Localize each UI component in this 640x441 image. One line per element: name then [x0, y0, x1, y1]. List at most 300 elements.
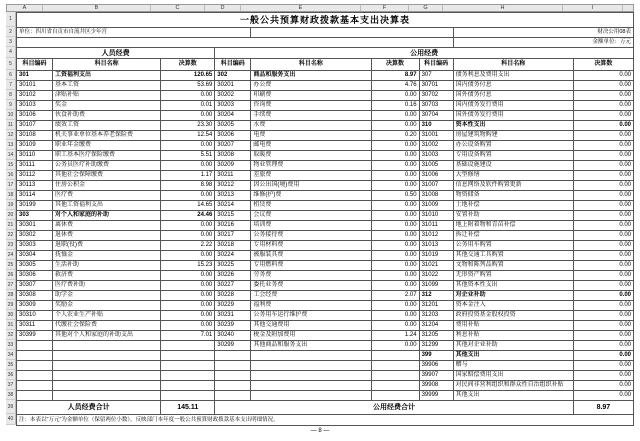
public-name — [251, 351, 371, 361]
personnel-code: 30301 — [17, 221, 53, 231]
public-amount — [371, 361, 419, 371]
row-number[interactable]: 13 — [6, 140, 16, 150]
public-name: 被服装具费 — [251, 251, 371, 261]
public-code: 30204 — [215, 111, 251, 121]
amount-unit-row — [17, 38, 634, 48]
row-number[interactable]: 35 — [6, 360, 16, 370]
public-name: 差旅费 — [251, 171, 371, 181]
personnel-code: 30113 — [17, 181, 53, 191]
public-name-2: 国家赔偿费用支出 — [453, 371, 573, 381]
public-amount: 0.00 — [371, 211, 419, 221]
public-amount: 0.00 — [371, 281, 419, 291]
public-amount: 0.00 — [371, 221, 419, 231]
public-code-2: 31099 — [419, 281, 453, 291]
row-number[interactable]: 2 — [6, 27, 16, 37]
personnel-amount: 2.22 — [161, 241, 215, 251]
public-name: 公务用车运行维护费 — [251, 311, 371, 321]
public-name: 水费 — [251, 121, 371, 131]
table-row — [17, 331, 634, 341]
personnel-name: 住房公积金 — [53, 181, 161, 191]
col-code-3: 科目编码 — [215, 59, 251, 71]
row-number[interactable]: 3 — [6, 37, 16, 47]
personnel-name: 其他对个人和家庭的补助支出 — [53, 331, 161, 341]
public-amount: 0.00 — [371, 91, 419, 101]
public-code: 30217 — [215, 231, 251, 241]
personnel-amount: 15.23 — [161, 261, 215, 271]
column-header-d[interactable]: D — [205, 5, 241, 11]
personnel-code: 30303 — [17, 241, 53, 251]
public-name: 办公费 — [251, 81, 371, 91]
public-amount: 0.00 — [371, 231, 419, 241]
table-row — [17, 211, 634, 221]
row-number[interactable]: 4 — [6, 47, 16, 58]
table-row — [17, 191, 634, 201]
personnel-name — [53, 341, 161, 351]
row-number[interactable]: 23 — [6, 240, 16, 250]
personnel-amount: 14.65 — [161, 201, 215, 211]
personnel-code — [17, 351, 53, 361]
public-name: 会议费 — [251, 211, 371, 221]
row-number[interactable]: 15 — [6, 160, 16, 170]
col-name-7: 科目名称 — [453, 59, 573, 71]
public-name-2: 国内债务付息 — [453, 81, 573, 91]
public-code: 302 — [215, 71, 251, 81]
public-amount: 0.00 — [371, 241, 419, 251]
public-name: 商品和服务支出 — [251, 71, 371, 81]
public-name: 培训费 — [251, 221, 371, 231]
personnel-name: 伙食补助费 — [53, 111, 161, 121]
personnel-name: 个人农业生产补贴 — [53, 311, 161, 321]
public-amount-2: 0.00 — [573, 391, 633, 401]
public-amount-2: 0.00 — [573, 381, 633, 391]
personnel-name: 助学金 — [53, 291, 161, 301]
public-code-2: 399 — [419, 351, 453, 361]
public-amount — [371, 391, 419, 401]
public-code: 30226 — [215, 271, 251, 281]
column-header-e[interactable]: E — [241, 5, 361, 11]
column-header-h[interactable]: H — [443, 5, 563, 11]
table-row — [17, 341, 634, 351]
public-name-2: 办公设备购置 — [453, 141, 573, 151]
public-amount: 0.00 — [371, 181, 419, 191]
public-name: 物业管理费 — [251, 161, 371, 171]
public-name: 工会经费 — [251, 291, 371, 301]
public-code: 30227 — [215, 281, 251, 291]
row-number-gutter[interactable] — [6, 12, 16, 426]
group-public: 公用经费 — [215, 48, 634, 59]
personnel-amount: 24.46 — [161, 211, 215, 221]
public-code-2: 31201 — [419, 301, 453, 311]
personnel-code: 30304 — [17, 251, 53, 261]
row-number[interactable]: 10 — [6, 110, 16, 120]
column-header-a[interactable]: A — [7, 5, 43, 11]
table-note: 注：本表以"万元"为金额单位（保留两位小数），反映部门本年度一般公共预算财政拨款基本支出明细情况。 — [17, 415, 634, 426]
personnel-code: 30305 — [17, 261, 53, 271]
personnel-name: 抚恤金 — [53, 251, 161, 261]
column-header-strip[interactable] — [6, 4, 634, 12]
personnel-amount — [161, 391, 215, 401]
personnel-amount: 0.00 — [161, 191, 215, 201]
personnel-name: 退休费 — [53, 231, 161, 241]
personnel-amount: 0.00 — [161, 111, 215, 121]
public-amount-2: 0.00 — [573, 151, 633, 161]
row-number[interactable]: 31 — [6, 320, 16, 330]
personnel-amount: 0.00 — [161, 321, 215, 331]
row-number[interactable]: 7 — [6, 80, 16, 90]
personnel-total-label: 人员经费合计 — [17, 401, 161, 415]
row-number[interactable]: 34 — [6, 350, 16, 360]
row-number[interactable]: 6 — [6, 70, 16, 80]
row-number[interactable]: 20 — [6, 210, 16, 220]
public-name: 取暖费 — [251, 151, 371, 161]
personnel-code — [17, 341, 53, 351]
public-amount: 8.97 — [371, 71, 419, 81]
personnel-name: 职业年金缴费 — [53, 141, 161, 151]
personnel-name: 救济费 — [53, 271, 161, 281]
public-amount: 0.00 — [371, 261, 419, 271]
public-amount: 0.00 — [371, 201, 419, 211]
personnel-name: 其他工资福利支出 — [53, 201, 161, 211]
public-name — [251, 361, 371, 371]
public-code-2: 31205 — [419, 331, 453, 341]
public-name-2: 对企业补助 — [453, 291, 573, 301]
public-amount-2: 0.00 — [573, 341, 633, 351]
row-number[interactable]: 30 — [6, 310, 16, 320]
public-code: 30214 — [215, 201, 251, 211]
row-number[interactable]: 29 — [6, 300, 16, 310]
personnel-amount — [161, 381, 215, 391]
public-code: 30202 — [215, 91, 251, 101]
public-amount-2: 0.00 — [573, 261, 633, 271]
public-name-2: 费用补贴 — [453, 321, 573, 331]
public-amount — [371, 381, 419, 391]
public-name-2: 国外债务发行费用 — [453, 111, 573, 121]
public-code-2: 30703 — [419, 101, 453, 111]
public-name-2: 拆迁补偿 — [453, 231, 573, 241]
row-number[interactable]: 17 — [6, 180, 16, 190]
public-amount: 0.00 — [371, 111, 419, 121]
public-code: 30231 — [215, 311, 251, 321]
public-name: 手续费 — [251, 111, 371, 121]
public-amount-2: 0.00 — [573, 371, 633, 381]
personnel-name — [53, 371, 161, 381]
personnel-amount — [161, 361, 215, 371]
public-amount-2: 0.00 — [573, 331, 633, 341]
personnel-name: 机关事业单位基本养老保险费 — [53, 131, 161, 141]
spacer-cell-2 — [17, 38, 454, 48]
public-amount-2: 0.00 — [573, 171, 633, 181]
personnel-amount: 0.00 — [161, 271, 215, 281]
public-code: 30240 — [215, 331, 251, 341]
public-name: 公务接待费 — [251, 231, 371, 241]
subheader-row — [17, 28, 634, 38]
amount-unit: 金额单位：万元 — [453, 38, 633, 48]
row-number[interactable]: 18 — [6, 190, 16, 200]
public-total-amount: 8.97 — [573, 401, 633, 415]
public-code — [215, 381, 251, 391]
public-code: 30212 — [215, 181, 251, 191]
public-amount: 0.50 — [371, 191, 419, 201]
personnel-amount: 0.00 — [161, 281, 215, 291]
table-row — [17, 251, 634, 261]
public-name-2: 国外债务付息 — [453, 91, 573, 101]
public-code-2: 307 — [419, 71, 453, 81]
public-amount-2: 0.00 — [573, 241, 633, 251]
row-number[interactable]: 28 — [6, 290, 16, 300]
public-code: 30216 — [215, 221, 251, 231]
public-amount-2: 0.00 — [573, 211, 633, 221]
table-row — [17, 291, 634, 301]
table-row — [17, 91, 634, 101]
public-code-2: 31002 — [419, 141, 453, 151]
column-header-i[interactable]: I — [563, 5, 623, 11]
public-code-2: 31005 — [419, 161, 453, 171]
table-row — [17, 171, 634, 181]
personnel-code: 30310 — [17, 311, 53, 321]
public-name: 电费 — [251, 131, 371, 141]
public-amount-2: 0.00 — [573, 81, 633, 91]
row-number[interactable]: 19 — [6, 200, 16, 210]
personnel-amount: 8.98 — [161, 181, 215, 191]
personnel-amount: 23.30 — [161, 121, 215, 131]
public-code-2: 30704 — [419, 111, 453, 121]
row-number[interactable]: 14 — [6, 150, 16, 160]
personnel-name: 绩效工资 — [53, 121, 161, 131]
public-code-2: 31007 — [419, 181, 453, 191]
personnel-amount: 5.51 — [161, 151, 215, 161]
public-code-2: 31019 — [419, 251, 453, 261]
public-name-2: 无形资产购置 — [453, 271, 573, 281]
public-code — [215, 361, 251, 371]
personnel-code: 30103 — [17, 101, 53, 111]
public-amount-2: 0.00 — [573, 121, 633, 131]
personnel-amount: 1.17 — [161, 171, 215, 181]
col-code-0: 科目编码 — [17, 59, 53, 71]
personnel-name: 奖金 — [53, 101, 161, 111]
table-row — [17, 181, 634, 191]
personnel-amount — [161, 371, 215, 381]
public-name: 其他交通费用 — [251, 321, 371, 331]
public-name-2: 资本性支出 — [453, 121, 573, 131]
public-amount-2: 0.00 — [573, 271, 633, 281]
table-row — [17, 351, 634, 361]
public-name: 租赁费 — [251, 201, 371, 211]
public-code: 30205 — [215, 121, 251, 131]
personnel-name: 代缴社会保险费 — [53, 321, 161, 331]
table-row — [17, 111, 634, 121]
col-amount-8: 决算数 — [573, 59, 633, 71]
personnel-amount — [161, 341, 215, 351]
personnel-code: 30302 — [17, 231, 53, 241]
public-amount-2: 0.00 — [573, 91, 633, 101]
personnel-code — [17, 371, 53, 381]
public-amount-2: 0.00 — [573, 361, 633, 371]
personnel-code: 30107 — [17, 121, 53, 131]
public-name-2: 地上附着物和青苗补偿 — [453, 221, 573, 231]
row-number[interactable]: 33 — [6, 340, 16, 350]
personnel-amount: 0.01 — [161, 101, 215, 111]
personnel-code: 30108 — [17, 131, 53, 141]
personnel-amount — [161, 351, 215, 361]
public-name-2: 专用设备购置 — [453, 151, 573, 161]
public-code: 30239 — [215, 321, 251, 331]
public-code-2: 30701 — [419, 81, 453, 91]
public-amount-2: 0.00 — [573, 281, 633, 291]
public-amount: 0.20 — [371, 131, 419, 141]
col-name-4: 科目名称 — [251, 59, 371, 71]
budget-expenditure-table — [16, 12, 634, 426]
column-header-f[interactable]: F — [361, 5, 409, 11]
public-name-2: 基础设施建设 — [453, 161, 573, 171]
public-name — [251, 381, 371, 391]
table-row — [17, 71, 634, 81]
public-code-2: 39906 — [419, 361, 453, 371]
row-number[interactable]: 8 — [6, 90, 16, 100]
column-header-g[interactable]: G — [409, 5, 443, 11]
table-row — [17, 121, 634, 131]
public-amount-2: 0.00 — [573, 101, 633, 111]
public-amount-2: 0.00 — [573, 111, 633, 121]
unit-name: 单位：四川省自贡市自流井区少年宫 — [17, 28, 251, 38]
public-code: 30209 — [215, 161, 251, 171]
personnel-amount: 0.00 — [161, 251, 215, 261]
column-header-b[interactable]: B — [43, 5, 151, 11]
col-name-1: 科目名称 — [53, 59, 161, 71]
public-amount-2: 0.00 — [573, 251, 633, 261]
row-number[interactable]: 39 — [6, 400, 16, 414]
public-name: 邮电费 — [251, 141, 371, 151]
personnel-name — [53, 381, 161, 391]
public-name-2: 其他对企业补助 — [453, 341, 573, 351]
table-row — [17, 311, 634, 321]
table-row — [17, 301, 634, 311]
personnel-code: 30307 — [17, 281, 53, 291]
public-code: 30207 — [215, 141, 251, 151]
row-number[interactable]: 16 — [6, 170, 16, 180]
personnel-code: 30101 — [17, 81, 53, 91]
personnel-name — [53, 361, 161, 371]
public-code: 30213 — [215, 191, 251, 201]
public-name-2: 其他资本性支出 — [453, 281, 573, 291]
public-name-2: 资本金注入 — [453, 301, 573, 311]
row-number[interactable]: 36 — [6, 370, 16, 380]
row-number[interactable]: 12 — [6, 130, 16, 140]
public-code-2: 31204 — [419, 321, 453, 331]
public-code — [215, 371, 251, 381]
table-row — [17, 271, 634, 281]
public-name-2: 对民间非营利组织和群众性自治组织补贴 — [453, 381, 573, 391]
table-row — [17, 131, 634, 141]
public-amount: 0.16 — [371, 101, 419, 111]
public-code-2: 31012 — [419, 231, 453, 241]
public-name: 劳务费 — [251, 271, 371, 281]
row-number[interactable]: 37 — [6, 380, 16, 390]
public-amount: 0.00 — [371, 151, 419, 161]
column-header-c[interactable]: C — [151, 5, 205, 11]
row-number[interactable]: 11 — [6, 120, 16, 130]
table-row — [17, 231, 634, 241]
personnel-name: 离休费 — [53, 221, 161, 231]
public-name-2: 信息网络及软件购置更新 — [453, 181, 573, 191]
group-personnel: 人员经费 — [17, 48, 215, 59]
table-row — [17, 81, 634, 91]
public-amount-2: 0.00 — [573, 351, 633, 361]
public-amount-2: 0.00 — [573, 161, 633, 171]
public-name-2: 债务利息及费用支出 — [453, 71, 573, 81]
personnel-code: 30311 — [17, 321, 53, 331]
public-name-2: 物资储备 — [453, 191, 573, 201]
row-number[interactable]: 21 — [6, 220, 16, 230]
public-amount-2: 0.00 — [573, 131, 633, 141]
public-name-2: 土地补偿 — [453, 201, 573, 211]
personnel-code: 301 — [17, 71, 53, 81]
public-amount-2: 0.00 — [573, 321, 633, 331]
public-name: 维修(护)费 — [251, 191, 371, 201]
table-row — [17, 321, 634, 331]
public-code-2: 31001 — [419, 131, 453, 141]
row-number[interactable]: 27 — [6, 280, 16, 290]
page-number: — 8 — — [310, 428, 330, 434]
personnel-name: 奖励金 — [53, 301, 161, 311]
personnel-amount: 12.54 — [161, 131, 215, 141]
public-name-2: 赠与 — [453, 361, 573, 371]
public-name — [251, 371, 371, 381]
public-amount-2: 0.00 — [573, 301, 633, 311]
row-number[interactable]: 5 — [6, 58, 16, 70]
public-name-2: 大型修缮 — [453, 171, 573, 181]
personnel-code: 30114 — [17, 191, 53, 201]
table-row — [17, 101, 634, 111]
public-amount-2: 0.00 — [573, 291, 633, 301]
row-number[interactable]: 26 — [6, 270, 16, 280]
row-number[interactable]: 38 — [6, 390, 16, 400]
row-number[interactable]: 25 — [6, 260, 16, 270]
public-code-2: 39907 — [419, 371, 453, 381]
public-name-2: 其他支出 — [453, 351, 573, 361]
row-number[interactable]: 32 — [6, 330, 16, 340]
public-amount: 1.24 — [371, 331, 419, 341]
row-number[interactable]: 1 — [6, 12, 16, 27]
public-name: 福利费 — [251, 301, 371, 311]
table-row — [17, 141, 634, 151]
row-number[interactable]: 9 — [6, 100, 16, 110]
public-amount: 0.00 — [371, 141, 419, 151]
public-name: 委托业务费 — [251, 281, 371, 291]
public-name-2: 其他交通工具购置 — [453, 251, 573, 261]
public-code: 30211 — [215, 171, 251, 181]
public-code-2: 31008 — [419, 191, 453, 201]
public-code: 30225 — [215, 261, 251, 271]
public-amount: 4.76 — [371, 81, 419, 91]
personnel-name: 津贴补贴 — [53, 91, 161, 101]
public-code: 30206 — [215, 131, 251, 141]
table-row — [17, 221, 634, 231]
public-code: 30228 — [215, 291, 251, 301]
row-number[interactable]: 40 — [6, 414, 16, 425]
personnel-code: 30106 — [17, 111, 53, 121]
personnel-amount: 120.65 — [161, 71, 215, 81]
row-number[interactable]: 24 — [6, 250, 16, 260]
public-code-2: 310 — [419, 121, 453, 131]
personnel-code: 30309 — [17, 301, 53, 311]
public-amount — [371, 371, 419, 381]
table-row — [17, 281, 634, 291]
public-code-2: 30702 — [419, 91, 453, 101]
personnel-code: 30111 — [17, 161, 53, 171]
row-number[interactable]: 22 — [6, 230, 16, 240]
public-name: 印刷费 — [251, 91, 371, 101]
public-code — [215, 351, 251, 361]
